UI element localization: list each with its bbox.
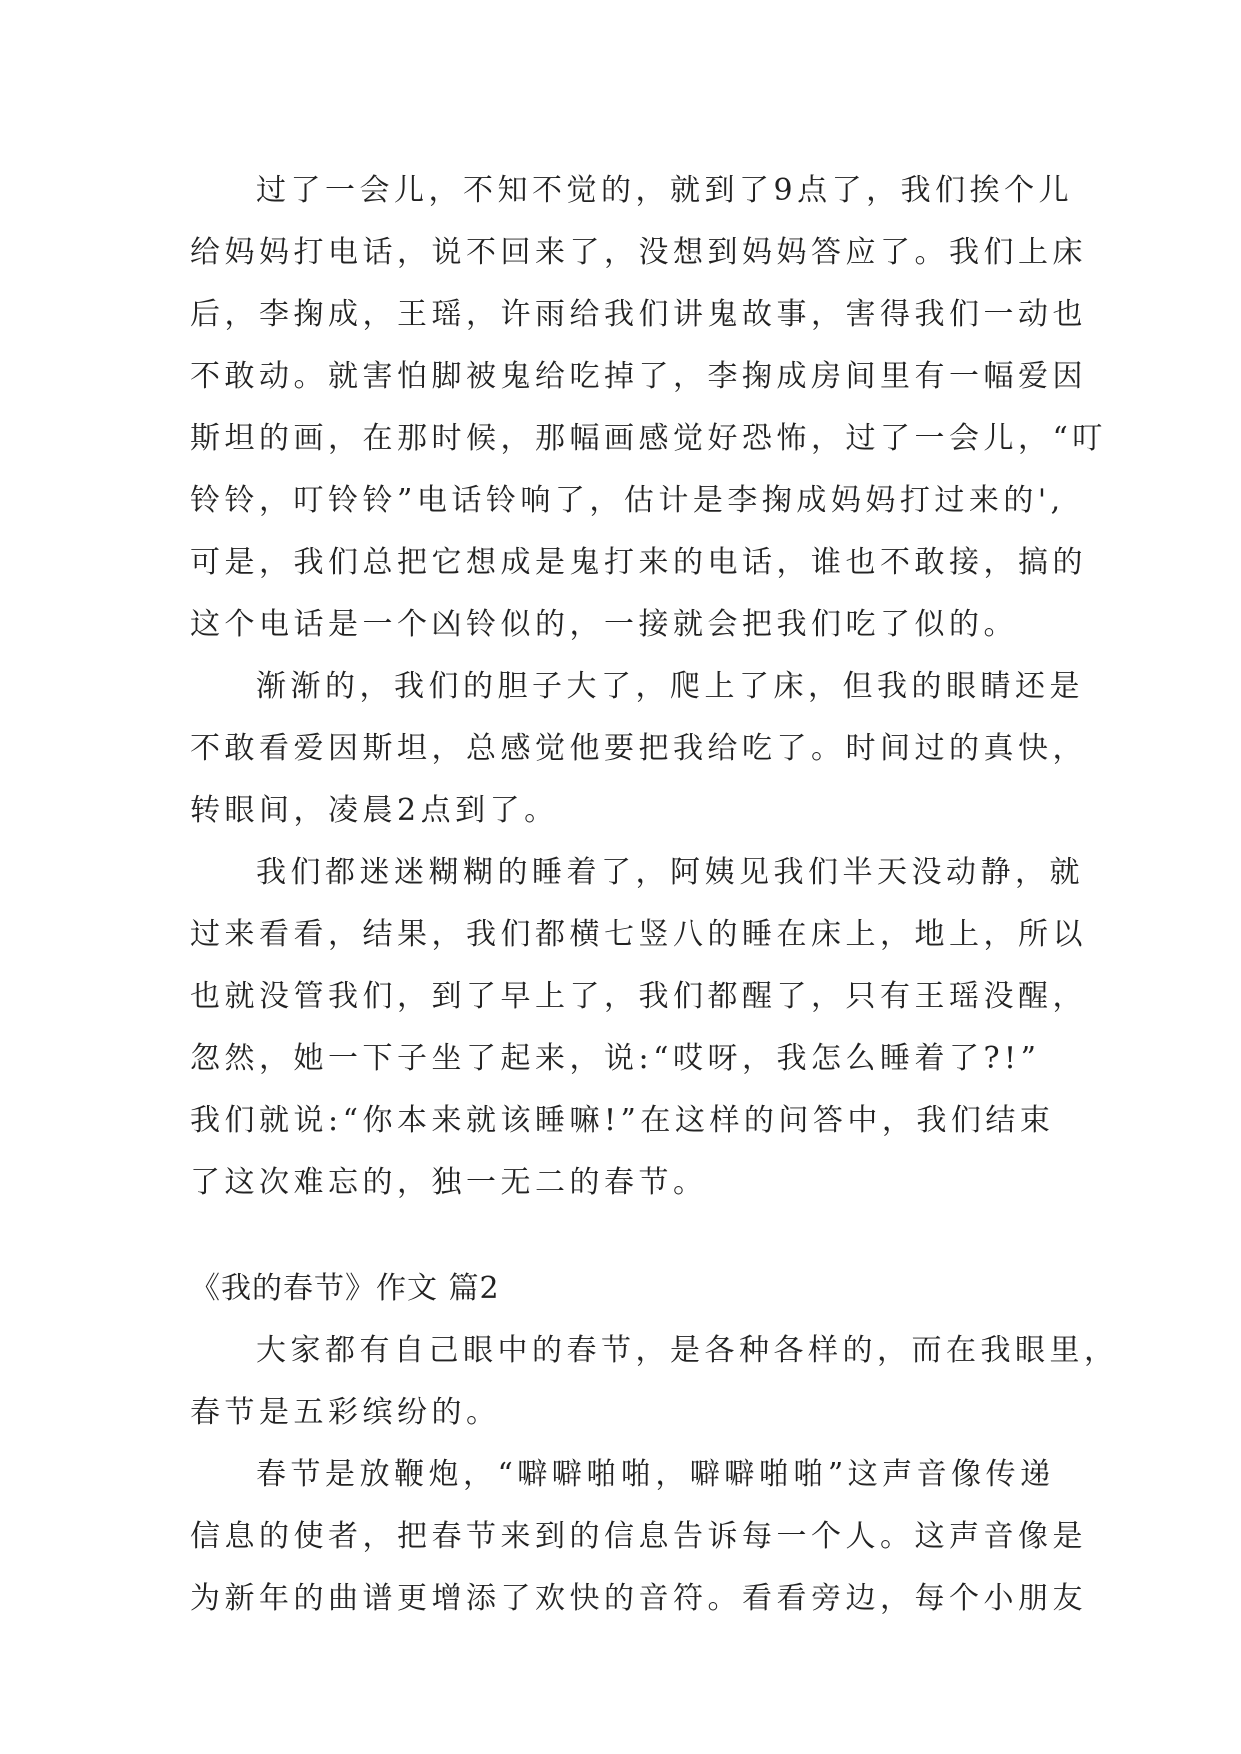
paragraph: [190, 1320, 1119, 1444]
text-line: 也就没管我们，到了早上了，我们都醒了，只有王瑶没醒，: [190, 979, 1087, 1014]
paragraph: [190, 1444, 1087, 1630]
text-line: 了这次难忘的，独一无二的春节。: [190, 1165, 708, 1200]
text-line: 我们都迷迷糊糊的睡着了，阿姨见我们半天没动静，就: [256, 855, 1084, 890]
text-line: 过来看看，结果，我们都横七竖八的睡在床上，地上，所以: [190, 917, 1087, 952]
paragraph: [190, 842, 1087, 1214]
text-line: 铃铃，叮铃铃”电话铃响了，估计是李掬成妈妈打过来的',: [190, 483, 1065, 518]
text-line: 后，李掬成，王瑶，许雨给我们讲鬼故事，害得我们一动也: [190, 297, 1087, 332]
text-line: 春节是放鞭炮，“噼噼啪啪，噼噼啪啪”这声音像传递: [256, 1457, 1055, 1492]
text-line: 我们就说:“你本来就该睡嘛!”在这样的问答中，我们结束: [190, 1103, 1055, 1138]
text-line: 大家都有自己眼中的春节，是各种各样的，而在我眼里，: [256, 1333, 1119, 1368]
text-line: 过了一会儿，不知不觉的，就到了9点了，我们挨个儿: [256, 173, 1074, 208]
section-heading: 《我的春节》作文 篇2: [190, 1271, 500, 1306]
text-line: 可是，我们总把它想成是鬼打来的电话，谁也不敢接，搞的: [190, 545, 1087, 580]
text-line: 不敢动。就害怕脚被鬼给吃掉了，李掬成房间里有一幅爱因: [190, 359, 1087, 394]
text-line: 这个电话是一个凶铃似的，一接就会把我们吃了似的。: [190, 607, 1018, 642]
text-line: 为新年的曲谱更增添了欢快的音符。看看旁边，每个小朋友: [190, 1581, 1087, 1616]
document-body: [190, 160, 1119, 1630]
text-line: 春节是五彩缤纷的。: [190, 1395, 501, 1430]
text-line: 斯坦的画，在那时候，那幅画感觉好恐怖，过了一会儿，“叮: [190, 421, 1107, 456]
text-line: 信息的使者，把春节来到的信息告诉每一个人。这声音像是: [190, 1519, 1087, 1554]
text-line: 忽然，她一下子坐了起来，说:“哎呀，我怎么睡着了?!”: [190, 1041, 1041, 1076]
text-line: 渐渐的，我们的胆子大了，爬上了床，但我的眼睛还是: [256, 669, 1084, 704]
text-line: 给妈妈打电话，说不回来了，没想到妈妈答应了。我们上床: [190, 235, 1087, 270]
paragraph: [190, 656, 1087, 842]
text-line: 不敢看爱因斯坦，总感觉他要把我给吃了。时间过的真快，: [190, 731, 1087, 766]
text-line: 转眼间，凌晨2点到了。: [190, 793, 559, 828]
paragraph: [190, 160, 1107, 656]
